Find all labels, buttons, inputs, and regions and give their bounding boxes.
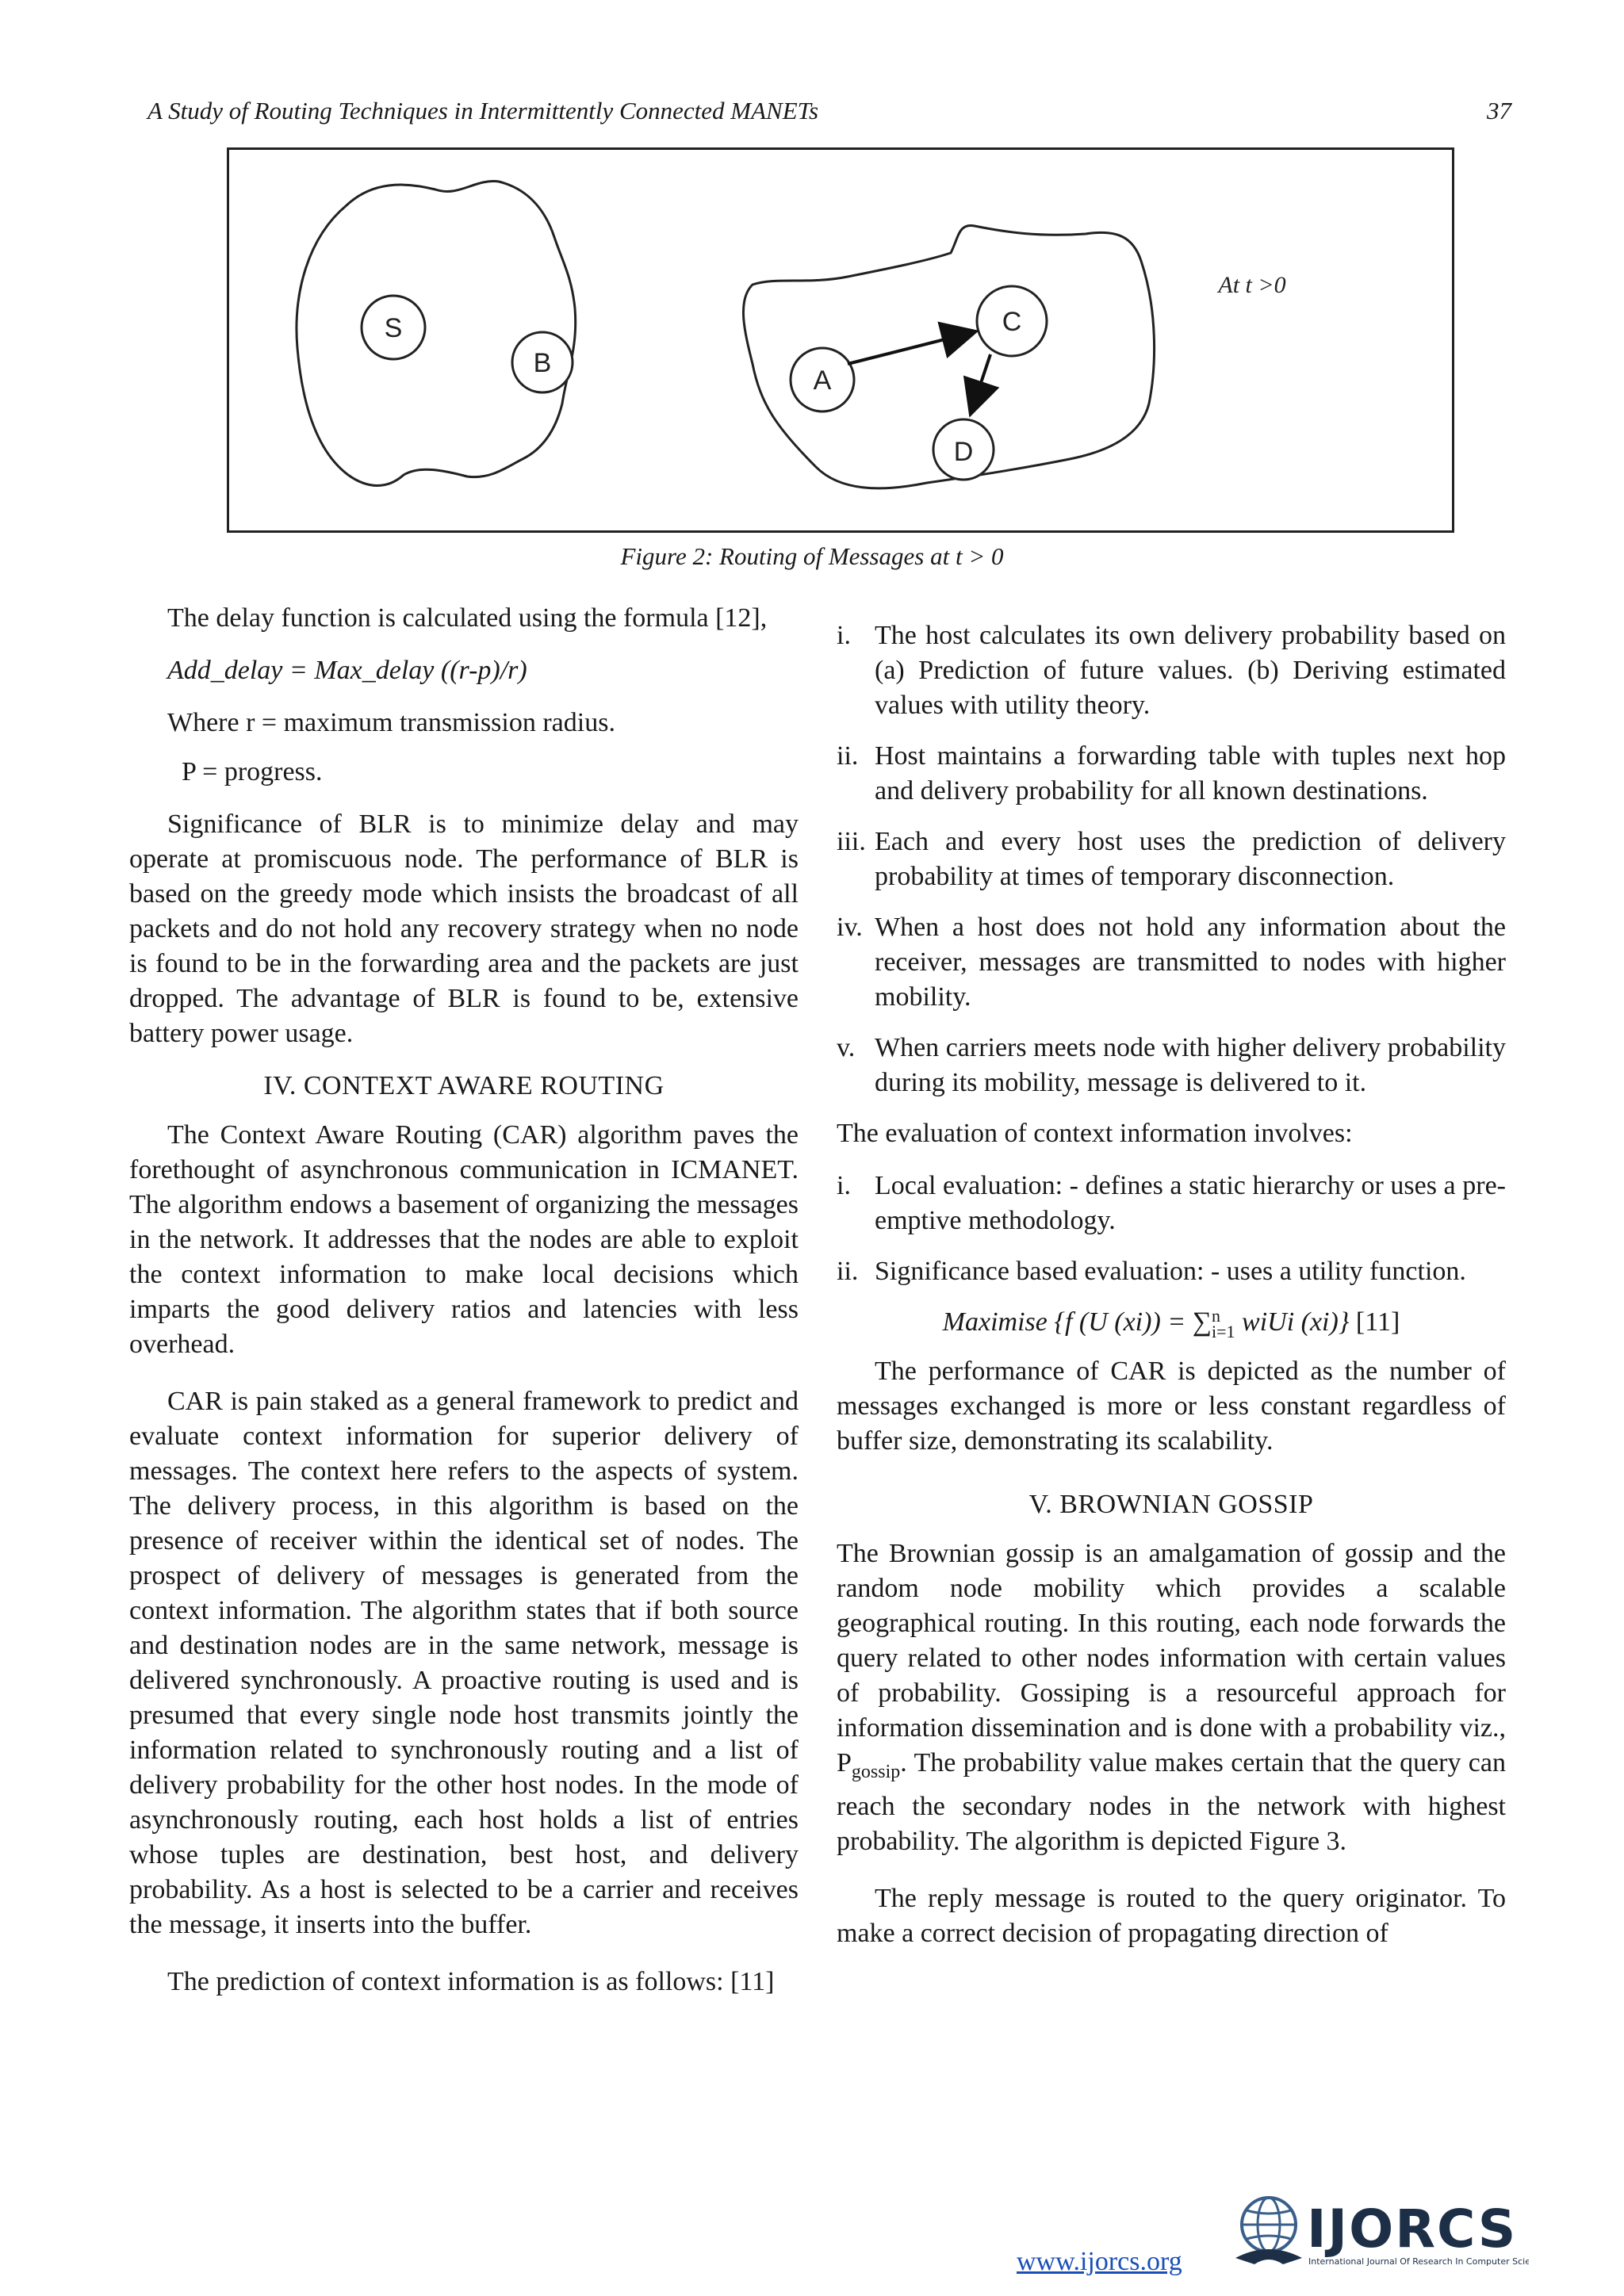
logo-text: IJORCS [1307, 2198, 1518, 2260]
blr-paragraph: Significance of BLR is to minimize delay and may operate at promiscuous node. The performance of BLR is based on the greedy mode which insists the broadcast of all packets and do not hold any recovery strategy when no node is found to be in the forwarding area and the packets are just dropped. The advantage of BLR is found to be, extensive battery power usage. [129, 809, 799, 1048]
running-header [147, 97, 1511, 125]
where-radius: Where r = maximum transmission radius. [167, 708, 615, 737]
list-item: i. The host calculates its own delivery probability based on (a) Prediction of future values. (b) Deriving estimated values with utility theory. [837, 621, 1506, 720]
list-item: iii. Each and every host uses the prediction of delivery probability at times of temporary disconnection. [837, 827, 1506, 891]
list-item: ii. Significance based evaluation: - uses a utility function. [837, 1257, 1466, 1286]
node-b [512, 332, 573, 392]
list-item: ii. Host maintains a forwarding table with tuples next hop and delivery probability for all known destinations. [837, 741, 1506, 806]
prediction-intro: The prediction of context information is as follows: [11] [167, 1967, 775, 1996]
evaluation-intro: The evaluation of context information involves: [837, 1119, 1353, 1148]
node-a-label: A [813, 365, 832, 396]
figure-2-box [227, 147, 1454, 533]
where-progress: P = progress. [182, 757, 323, 786]
brownian-gossip-paragraph: The Brownian gossip is an amalgamation of gossip and the random node mobility which provides a scalable geographical routing. In this routing, each node forwards the query related to other nodes information with certain values of probability. Gossiping is a resourceful approach for information dissemination and is done with a probability viz., $P_{gossip}$. The probability value makes certain that the query can reach the secondary nodes in the network with highest probability. The algorithm is depicted Figure 3. [837, 1539, 1506, 1856]
ijorcs-logo [1228, 2185, 1529, 2276]
node-d-label: D [953, 437, 974, 467]
node-b-label: B [533, 348, 552, 378]
arrow-c-to-d [971, 354, 990, 411]
node-d [933, 419, 994, 480]
list-item: v. When carriers meets node with higher delivery probability during its mobility, message is delivered to it. [837, 1033, 1506, 1097]
time-label: At t >0 [1218, 272, 1286, 298]
node-c-label: C [1002, 307, 1022, 337]
right-column [837, 601, 1506, 1969]
node-s-label: S [384, 313, 403, 343]
node-s [362, 296, 425, 359]
list-item: iv. When a host does not hold any information about the receiver, messages are transmitted to nodes with higher mobility. [837, 913, 1506, 1012]
node-a [791, 348, 854, 411]
car-intro-paragraph: The Context Aware Routing (CAR) algorithm paves the forethought of asynchronous communication in ICMANET. The algorithm endows a basement of organizing the messages in the network. It addresses that the nodes are able to exploit the context information to make local decisions which imparts the good delivery ratios and latencies with less overhead. [129, 1120, 799, 1359]
figure-caption: Figure 2: Routing of Messages at t > 0 [620, 542, 1004, 570]
delay-intro: The delay function is calculated using the formula [12], [167, 603, 768, 633]
evaluation-list [837, 1169, 1506, 1289]
car-framework-paragraph: CAR is pain staked as a general framework to predict and evaluate context information for superior delivery of messages. The context here refers to the aspects of system. The delivery process, in this algorithm is based on the presence of receiver within the identical set of nodes. The prospect of delivery of messages is generated from the context information. The algorithm states that if both source and destination nodes are in the same network, message is delivered synchronously. A proactive routing is used and is presumed that every single node host transmits jointly the information related to synchronously routing and a list of delivery probability for the other host nodes. In the mode of asynchronously routing, each host holds a list of entries whose tuples are destination, best host, and delivery probability. As a host is selected to be a carrier and receives the message, it inserts into the buffer. [129, 1387, 799, 1939]
running-title: A Study of Routing Techniques in Intermittently Connected MANETs [147, 97, 819, 124]
logo-tagline: International Journal Of Research In Computer Science [1308, 2256, 1529, 2267]
reply-message-paragraph: The reply message is routed to the query originator. To make a correct decision of propagating direction of [837, 1884, 1506, 1948]
section-heading-v: V. BROWNIAN GOSSIP [1028, 1490, 1314, 1520]
list-item: i. Local evaluation: - defines a static hierarchy or uses a pre-emptive methodology. [837, 1171, 1506, 1235]
journal-website-link[interactable]: www.ijorcs.org [1017, 2247, 1182, 2276]
network-diagram [229, 150, 1457, 535]
prediction-list [837, 618, 1506, 1100]
page-number: 37 [1487, 97, 1511, 124]
globe-icon [1235, 2198, 1302, 2264]
node-c [977, 286, 1047, 356]
arrow-a-to-c [848, 332, 973, 364]
maximise-equation: Maximise {f (U (xi)) = ∑ n i=1 wiUi (xi)} [11] [942, 1306, 1400, 1342]
left-column [129, 601, 799, 2017]
section-heading-iv: IV. CONTEXT AWARE ROUTING [263, 1071, 665, 1100]
car-performance-paragraph: The performance of CAR is depicted as the number of messages exchanged is more or less constant regardless of buffer size, demonstrating its scalability. [837, 1357, 1506, 1456]
delay-formula: Add_delay = Max_delay ((r-p)/r) [167, 656, 527, 685]
